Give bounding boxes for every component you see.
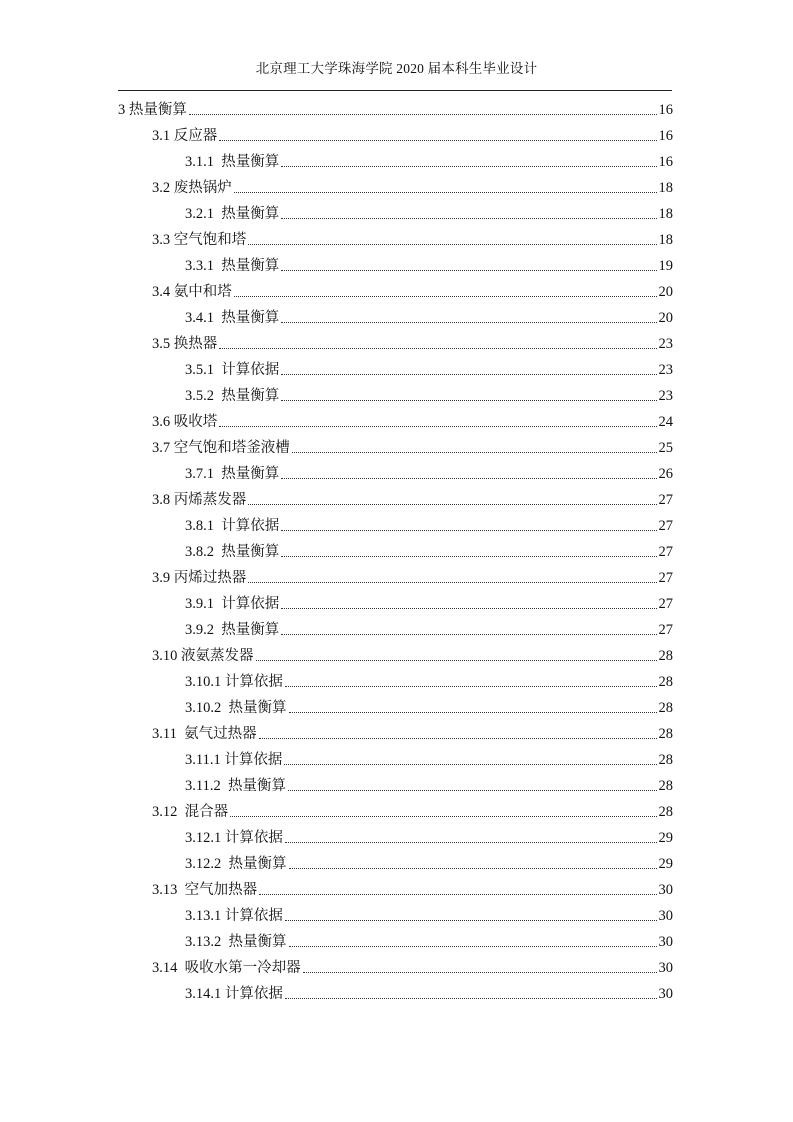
toc-entry[interactable] (185, 152, 673, 172)
toc-entry-page: 30 (658, 882, 673, 898)
toc-leader-dots (281, 166, 656, 167)
page-header: 北京理工大学珠海学院 2020 届本科生毕业设计 (255, 61, 538, 76)
toc-entry[interactable] (152, 568, 673, 588)
toc-entry-title: 3.12.2 热量衡算 (185, 856, 287, 872)
toc-entry-page: 23 (658, 388, 673, 404)
toc-leader-dots (281, 634, 656, 635)
toc-entry[interactable] (152, 282, 673, 302)
toc-entry-title: 3.10.1 计算依据 (185, 674, 283, 690)
toc-entry-page: 24 (658, 414, 673, 430)
toc-leader-dots (281, 270, 656, 271)
toc-entry-page: 19 (658, 258, 673, 274)
toc-entry-page: 27 (658, 570, 673, 586)
toc-entry-page: 29 (658, 830, 673, 846)
toc-leader-dots (289, 946, 657, 947)
toc-entry[interactable] (152, 802, 673, 822)
toc-entry-title: 3.2 废热锅炉 (152, 180, 232, 196)
toc-entry[interactable] (185, 594, 673, 614)
toc-entry-page: 28 (658, 726, 673, 742)
toc-leader-dots (189, 114, 657, 115)
toc-entry-page: 30 (658, 934, 673, 950)
toc-leader-dots (248, 582, 656, 583)
toc-entry-page: 27 (658, 544, 673, 560)
toc-entry[interactable] (185, 386, 673, 406)
toc-entry-page: 27 (658, 596, 673, 612)
toc-entry[interactable] (152, 958, 673, 978)
toc-entry-page: 30 (658, 986, 673, 1002)
toc-entry-title: 3.7.1 热量衡算 (185, 466, 280, 482)
toc-entry-title: 3.8.2 热量衡算 (185, 544, 280, 560)
toc-entry-title: 3.2.1 热量衡算 (185, 206, 280, 222)
toc-entry-page: 28 (658, 804, 673, 820)
toc-entry-title: 3.5.2 热量衡算 (185, 388, 280, 404)
toc-entry[interactable] (185, 542, 673, 562)
toc-entry[interactable] (185, 516, 673, 536)
toc-entry-page: 20 (658, 284, 673, 300)
toc-entry-page: 18 (658, 206, 673, 222)
toc-entry-page: 16 (658, 102, 673, 118)
toc-entry-title: 3.11.2 热量衡算 (185, 778, 286, 794)
toc-leader-dots (256, 660, 657, 661)
toc-leader-dots (281, 556, 656, 557)
toc-entry-title: 3.11 氨气过热器 (152, 726, 257, 742)
toc-entry[interactable] (185, 360, 673, 380)
toc-entry-title: 3.3 空气饱和塔 (152, 232, 247, 248)
toc-leader-dots (281, 322, 656, 323)
toc-entry-title: 3.9 丙烯过热器 (152, 570, 247, 586)
toc-entry-title: 3.11.1 计算依据 (185, 752, 283, 768)
toc-entry-page: 30 (658, 908, 673, 924)
toc-entry-title: 3.12.1 计算依据 (185, 830, 283, 846)
toc-entry[interactable] (152, 126, 673, 146)
toc-entry-title: 3.9.2 热量衡算 (185, 622, 280, 638)
toc-entry[interactable] (152, 412, 673, 432)
toc-entry[interactable] (152, 438, 673, 458)
toc-entry-page: 16 (658, 154, 673, 170)
toc-entry-title: 3.5 换热器 (152, 336, 218, 352)
toc-leader-dots (292, 452, 657, 453)
toc-leader-dots (234, 296, 657, 297)
toc-entry[interactable] (152, 490, 673, 510)
toc-entry-title: 3.14.1 计算依据 (185, 986, 283, 1002)
toc-entry-title: 3.3.1 热量衡算 (185, 258, 280, 274)
toc-entry-title: 3.13.2 热量衡算 (185, 934, 287, 950)
toc-entry[interactable] (152, 230, 673, 250)
toc-entry-title: 3.6 吸收塔 (152, 414, 218, 430)
toc-entry[interactable] (185, 464, 673, 484)
toc-entry[interactable] (185, 620, 673, 640)
toc-entry-page: 25 (658, 440, 673, 456)
toc-entry-title: 3.4.1 热量衡算 (185, 310, 280, 326)
toc-entry[interactable] (185, 308, 673, 328)
toc-entry-page: 28 (658, 752, 673, 768)
toc-leader-dots (281, 374, 656, 375)
toc-entry-title: 3.13 空气加热器 (152, 882, 258, 898)
toc-entry-page: 18 (658, 180, 673, 196)
toc-entry[interactable] (152, 334, 673, 354)
toc-leader-dots (281, 400, 656, 401)
toc-entry[interactable] (185, 828, 673, 848)
header-rule (118, 90, 672, 91)
toc-leader-dots (281, 608, 656, 609)
toc-leader-dots (285, 686, 657, 687)
toc-entry[interactable] (185, 776, 673, 796)
toc-leader-dots (289, 868, 657, 869)
toc-entry-title: 3.13.1 计算依据 (185, 908, 283, 924)
toc-leader-dots (219, 140, 656, 141)
toc-entry[interactable] (152, 724, 673, 744)
toc-entry-title: 3.8.1 计算依据 (185, 518, 280, 534)
toc-entry[interactable] (185, 750, 673, 770)
toc-leader-dots (281, 478, 656, 479)
toc-entry-title: 3.5.1 计算依据 (185, 362, 280, 378)
toc-entry-title: 3.12 混合器 (152, 804, 229, 820)
toc-entry-page: 27 (658, 622, 673, 638)
toc-entry[interactable] (118, 100, 673, 120)
toc-entry[interactable] (152, 646, 673, 666)
toc-entry-page: 26 (658, 466, 673, 482)
toc-entry[interactable] (152, 880, 673, 900)
toc-entry[interactable] (185, 672, 673, 692)
toc-leader-dots (285, 998, 657, 999)
toc-entry-title: 3 热量衡算 (118, 102, 187, 118)
toc-leader-dots (259, 894, 656, 895)
toc-entry-title: 3.4 氨中和塔 (152, 284, 232, 300)
toc-entry-page: 16 (658, 128, 673, 144)
toc-leader-dots (289, 712, 657, 713)
toc-entry-page: 30 (658, 960, 673, 976)
toc-entry-page: 23 (658, 336, 673, 352)
toc-leader-dots (259, 738, 657, 739)
toc-entry[interactable] (185, 932, 673, 952)
toc-leader-dots (219, 426, 656, 427)
toc-leader-dots (248, 244, 656, 245)
toc-entry-page: 27 (658, 518, 673, 534)
toc-entry-title: 3.10 液氨蒸发器 (152, 648, 254, 664)
toc-entry[interactable] (185, 204, 673, 224)
toc-entry-title: 3.1 反应器 (152, 128, 218, 144)
toc-leader-dots (219, 348, 656, 349)
toc-leader-dots (284, 764, 656, 765)
toc-entry-title: 3.7 空气饱和塔釜液槽 (152, 440, 290, 456)
toc-entry-page: 28 (658, 648, 673, 664)
toc-entry-page: 23 (658, 362, 673, 378)
toc-leader-dots (288, 790, 657, 791)
toc-leader-dots (281, 530, 656, 531)
toc-entry-page: 28 (658, 674, 673, 690)
toc-entry-page: 28 (658, 778, 673, 794)
toc-entry[interactable] (185, 698, 673, 718)
toc-entry-title: 3.14 吸收水第一冷却器 (152, 960, 301, 976)
toc-leader-dots (281, 218, 656, 219)
toc-entry-page: 28 (658, 700, 673, 716)
toc-leader-dots (285, 842, 657, 843)
toc-entry[interactable] (185, 906, 673, 926)
toc-leader-dots (234, 192, 657, 193)
toc-entry[interactable] (152, 178, 673, 198)
toc-leader-dots (248, 504, 656, 505)
toc-leader-dots (230, 816, 656, 817)
toc-entry-page: 18 (658, 232, 673, 248)
toc-entry[interactable] (185, 854, 673, 874)
toc-leader-dots (285, 920, 657, 921)
toc-entry-title: 3.9.1 计算依据 (185, 596, 280, 612)
toc-entry-page: 27 (658, 492, 673, 508)
toc-entry-page: 20 (658, 310, 673, 326)
toc-entry-title: 3.1.1 热量衡算 (185, 154, 280, 170)
toc-entry[interactable] (185, 256, 673, 276)
toc-entry-title: 3.10.2 热量衡算 (185, 700, 287, 716)
toc-entry-title: 3.8 丙烯蒸发器 (152, 492, 247, 508)
toc-entry[interactable] (185, 984, 673, 1004)
toc-leader-dots (303, 972, 657, 973)
toc-entry-page: 29 (658, 856, 673, 872)
